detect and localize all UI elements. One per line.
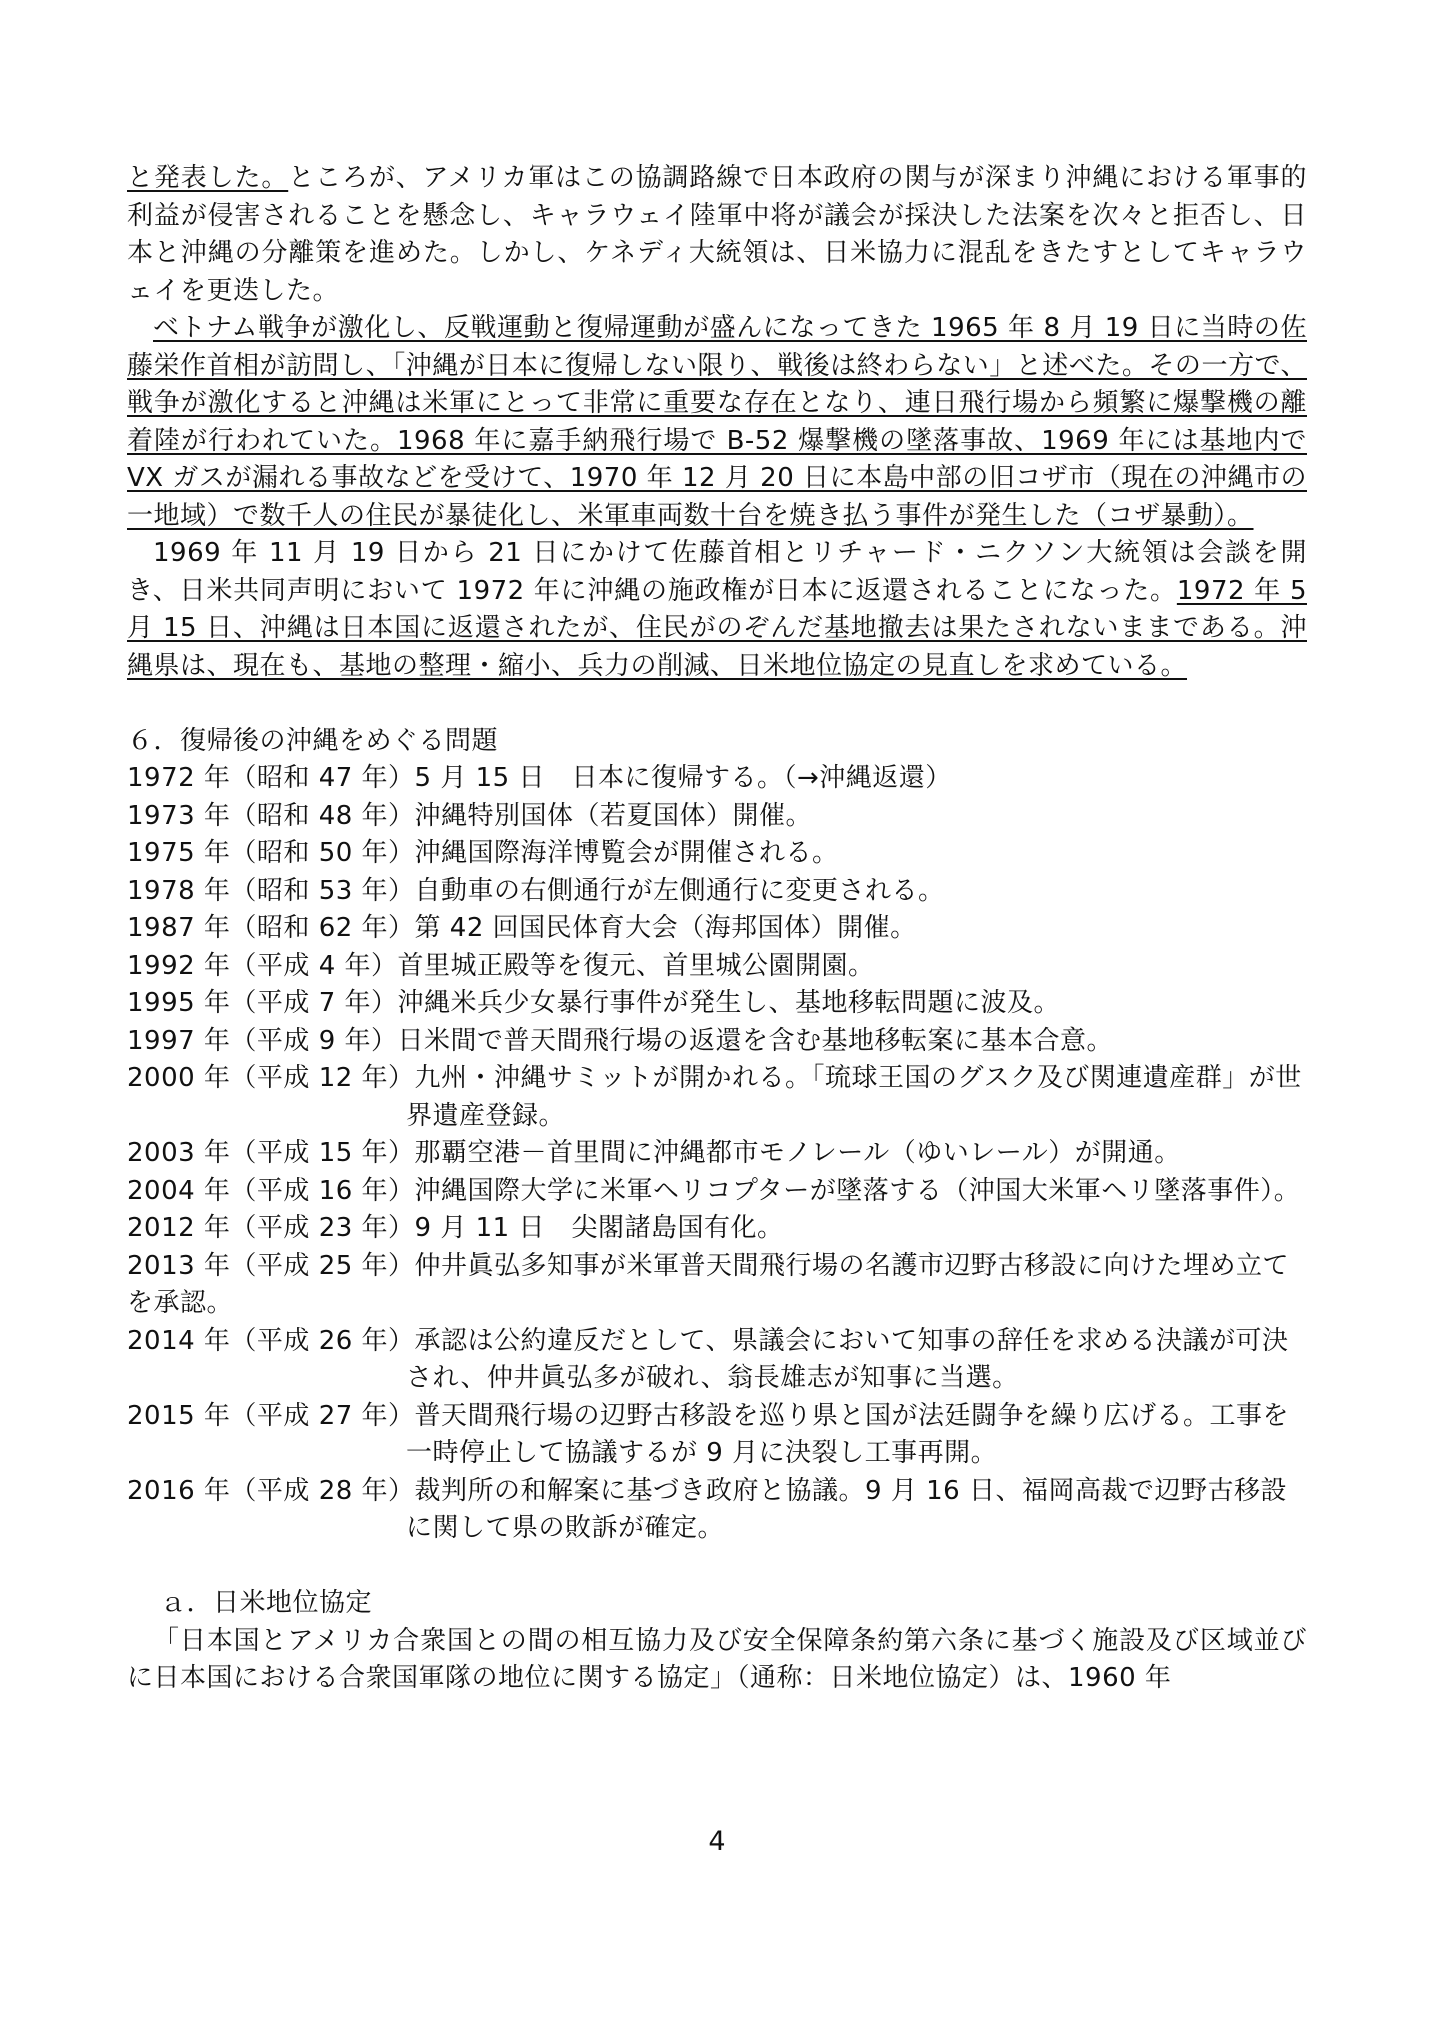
- timeline-entry: 2000 年（平成 12 年）九州・沖縄サミットが開かれる。「琉球王国のグスク及び関連遺産群」が世界遺産登録。: [127, 1063, 1302, 1131]
- timeline-entry: 1972 年（昭和 47 年）5 月 15 日 日本に復帰する。（→沖縄返還）: [127, 763, 952, 793]
- timeline-entry: 1973 年（昭和 48 年）沖縄特別国体（若夏国体）開催。: [127, 800, 813, 831]
- timeline-entry: 1987 年（昭和 62 年）第 42 回国民体育大会（海邦国体）開催。: [127, 913, 917, 943]
- paragraph-caraway: [127, 160, 1307, 310]
- paragraph-text: ところが、アメリカ軍はこの協調路線で日本政府の関与が深まり沖縄における軍事的利益が侵害されることを懸念し、キャラウェイ陸軍中将が議会が採決した法案を次々と拒否し、日本と沖縄の分離策を進めた。しかし、ケネディ大統領は、日米協力に混乱をきたすとしてキャラウェイを更迭した。: [127, 163, 1307, 306]
- document-page: [127, 160, 1307, 1698]
- timeline-entry: 2013 年（平成 25 年）仲井眞弘多知事が米軍普天間飛行場の名護市辺野古移設に向けた埋め立てを承認。: [127, 1250, 1290, 1318]
- timeline-entry: 1992 年（平成 4 年）首里城正殿等を復元、首里城公園開園。: [127, 950, 875, 981]
- timeline-entry: 2014 年（平成 26 年）承認は公約違反だとして、県議会において知事の辞任を求める決議が可決され、仲井眞弘多が破れ、翁長雄志が知事に当選。: [127, 1325, 1289, 1393]
- timeline-entry: 2015 年（平成 27 年）普天間飛行場の辺野古移設を巡り県と国が法廷闘争を繰り広げる。工事を一時停止して協議するが 9 月に決裂し工事再開。: [127, 1400, 1290, 1468]
- paragraph-vietnam-war: [127, 310, 1307, 535]
- section-heading: ６．復帰後の沖縄をめぐる問題: [127, 725, 499, 756]
- timeline-entry: 1978 年（昭和 53 年）自動車の右側通行が左側通行に変更される。: [127, 875, 945, 906]
- paragraph-sofa: 「日本国とアメリカ合衆国との間の相互協力及び安全保障条約第六条に基づく施設及び区域並びに日本国における合衆国軍隊の地位に関する協定」（通称：日米地位協定）は、1960 年: [127, 1625, 1307, 1693]
- timeline-entry: 1995 年（平成 7 年）沖縄米兵少女暴行事件が発生し、基地移転問題に波及。: [127, 988, 1061, 1018]
- timeline-entry: 1975 年（昭和 50 年）沖縄国際海洋博覧会が開催される。: [127, 838, 839, 868]
- timeline-entry: 2016 年（平成 28 年）裁判所の和解案に基づき政府と協議。9 月 16 日、福岡高裁で辺野古移設に関して県の敗訴が確定。: [127, 1475, 1287, 1543]
- underlined-text: 1972 年 5 月 15 日、沖縄は日本国に返還されたが、住民がのぞんだ基地撤去は果たされないままである。沖縄県は、現在も、基地の整理・縮小、兵力の削減、日米地位協定の見直しを求めている。: [127, 575, 1307, 681]
- blank-line: [127, 685, 1307, 723]
- timeline-entry: 2004 年（平成 16 年）沖縄国際大学に米軍ヘリコプターが墜落する（沖国大米軍ヘリ墜落事件）。: [127, 1175, 1301, 1206]
- paragraph-reversion: [127, 535, 1307, 685]
- underlined-text: と発表した。: [127, 163, 289, 193]
- page-number: 4: [708, 1826, 726, 1857]
- timeline-entry: 2003 年（平成 15 年）那覇空港－首里間に沖縄都市モノレール（ゆいレール）が開通。: [127, 1138, 1181, 1168]
- timeline: [127, 760, 1307, 1548]
- timeline-entry: 2012 年（平成 23 年）9 月 11 日 尖閣諸島国有化。: [127, 1213, 784, 1243]
- paragraph-text: 1969 年 11 月 19 日から 21 日にかけて佐藤首相とリチャード・ニクソン大統領は会談を開き、日米共同声明において 1972 年に沖縄の施政権が日本に返還されることになった。: [127, 538, 1307, 606]
- blank-line: [127, 1548, 1307, 1586]
- timeline-entry: 1997 年（平成 9 年）日米間で普天間飛行場の返還を含む基地移転案に基本合意。: [127, 1025, 1114, 1056]
- underlined-text: ベトナム戦争が激化し、反戦運動と復帰運動が盛んになってきた 1965 年 8 月 19 日に当時の佐藤栄作首相が訪問し、「沖縄が日本に復帰しない限り、戦後は終わらない」と述べた。その一方で、戦争が激化すると沖縄は米軍にとって非常に重要な存在となり、連日飛行場から頻繁に爆撃機の離着陸が行われていた。1968 年に嘉手納飛行場で B-52 爆撃機の墜落事故、1969 年には基地内で VX ガスが漏れる事故などを受けて、1970 年 12 月 20 日に本島中部の旧コザ市（現在の沖縄市の一地域）で数千人の住民が暴徒化し、米軍車両数十台を焼き払う事件が発生した（コザ暴動）。: [127, 313, 1307, 531]
- subsection-heading: ａ．日米地位協定: [160, 1588, 373, 1618]
